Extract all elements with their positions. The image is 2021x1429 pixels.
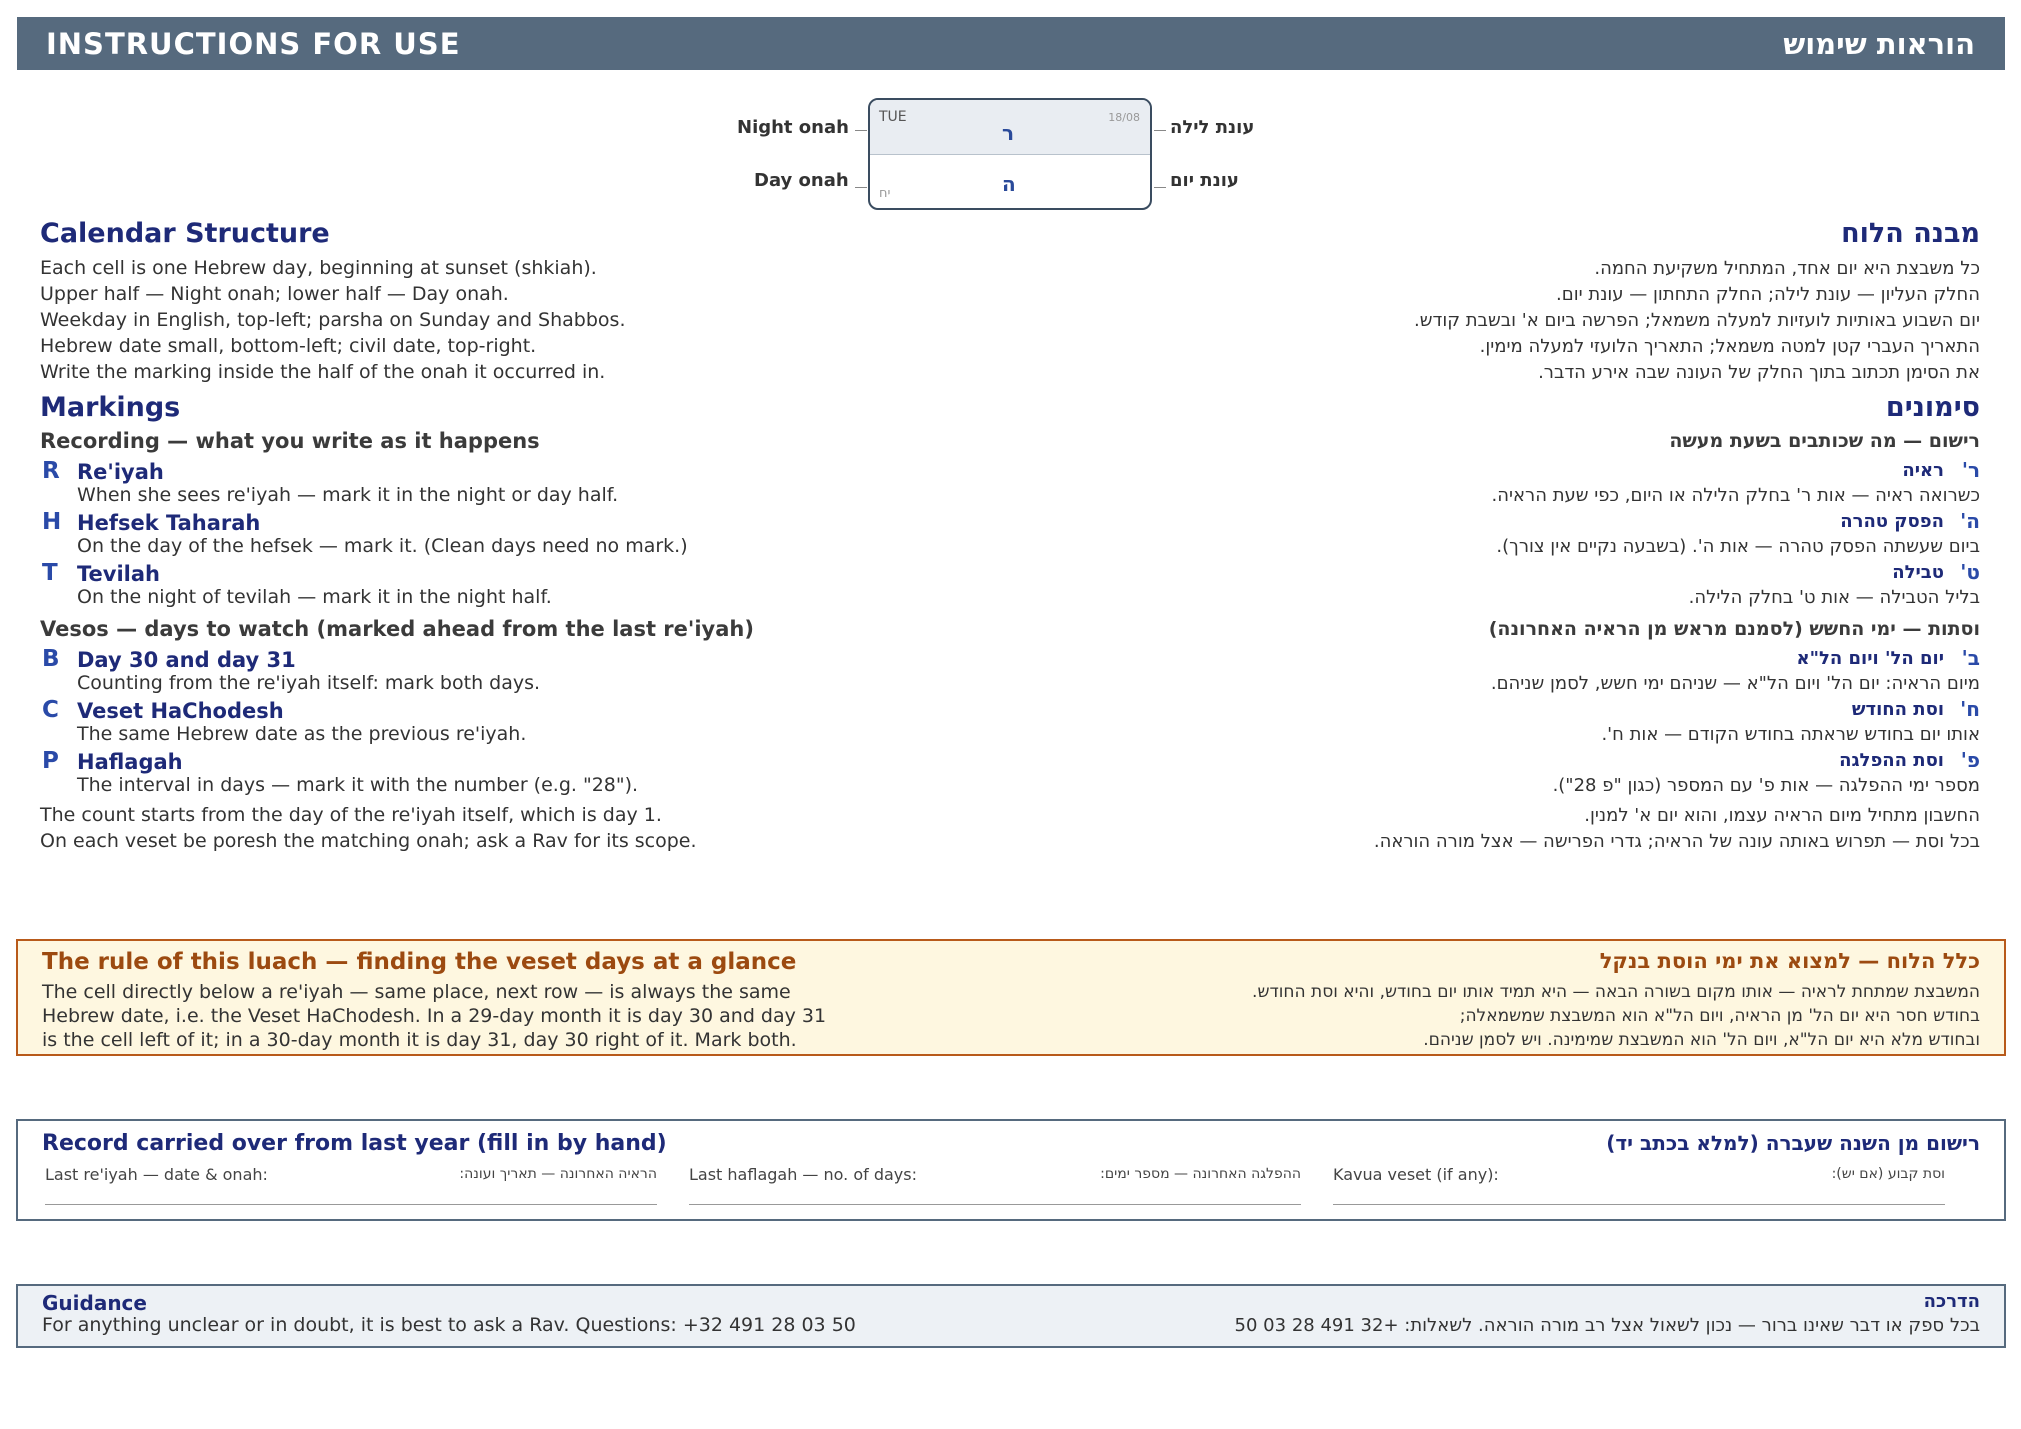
markings-footnote: The count starts from the day of the re'iyah itself, which is day 1. [40, 804, 662, 826]
record-carryover-box [16, 1119, 2006, 1221]
night-mark: ר [1002, 121, 1015, 145]
marking-letter: B [42, 646, 60, 672]
rule-line-hebrew: בחודש חסר היא יום הל' מן הראיה, ויום הל"א הוא המשבצת שמשמאלה; [1459, 1006, 1980, 1026]
rule-line: is the cell left of it; in a 30-day month it is day 31, day 30 right of it. Mark both. [42, 1029, 797, 1051]
marking-description-hebrew: אותו יום בחודש שראתה בחודש הקודם — אות ח'. [1601, 724, 1980, 745]
civil-date: 18/08 [1108, 111, 1140, 124]
marking-letter: T [42, 560, 58, 586]
marking-description: On the night of tevilah — mark it in the night half. [77, 586, 552, 608]
structure-line: Hebrew date small, bottom-left; civil date, top-right. [40, 335, 537, 357]
structure-line: Write the marking inside the half of the onah it occurred in. [40, 361, 606, 383]
luach-rule-box [16, 939, 2006, 1056]
markings-title-hebrew: סימונים [1885, 392, 1980, 423]
vesos-subheading-hebrew: וסתות — ימי החשש (לסמנם מראש מן הראיה האחרונה) [1488, 618, 1980, 640]
marking-term: Tevilah [77, 562, 160, 586]
day-onah-label: Day onah [754, 170, 849, 191]
rule-line-hebrew: ובחודש מלא היא יום הל"א, ויום הל' הוא המשבצת שמימינה. ויש לסמן שניהם. [1423, 1030, 1980, 1050]
page-title-hebrew: הוראות שימוש [1783, 27, 1975, 61]
markings-footnote-hebrew: בכל וסת — תפרוש באותה עונה של הראיה; גדרי הפרישה — אצל מורה הוראה. [1373, 831, 1980, 852]
marking-letter-hebrew: ר' [1961, 458, 1980, 482]
marking-description-hebrew: ביום שעשתה הפסק טהרה — אות ה'. (בשבעה נקיים אין צורך). [1496, 536, 1980, 557]
guidance-box [16, 1284, 2006, 1348]
last-haflagah-field[interactable] [689, 1165, 1301, 1205]
marking-description-hebrew: מיום הראיה: יום הל' ויום הל"א — שניהם ימי חשש, לסמן שניהם. [1490, 673, 1980, 694]
marking-description-hebrew: מספר ימי ההפלגה — אות פ' עם המספר (כגון "פ 28"). [1552, 775, 1980, 796]
structure-line-hebrew: התאריך העברי קטן למטה משמאל; התאריך הלועזי למעלה מימין. [1479, 336, 1980, 357]
header-bar [17, 17, 2005, 70]
structure-line-hebrew: החלק העליון — עונת לילה; החלק התחתון — עונת יום. [1556, 284, 1980, 305]
recording-subheading-hebrew: רישום — מה שכותבים בשעת מעשה [1669, 430, 1980, 452]
calendar-structure-title: Calendar Structure [40, 218, 330, 249]
marking-description: The interval in days — mark it with the number (e.g. "28"). [77, 774, 639, 796]
day-mark: ה [1002, 172, 1016, 196]
marking-letter-hebrew: ה' [1960, 509, 1980, 533]
field-label: Last haflagah — no. of days: [689, 1165, 917, 1184]
field-label: Kavua veset (if any): [1333, 1165, 1499, 1184]
marking-description: When she sees re'iyah — mark it in the night or day half. [77, 484, 619, 506]
vesos-subheading: Vesos — days to watch (marked ahead from the last re'iyah) [40, 617, 754, 641]
marking-letter-hebrew: ט' [1960, 560, 1980, 584]
rule-line: Hebrew date, i.e. the Veset HaChodesh. In a 29-day month it is day 30 and day 31 [42, 1005, 827, 1027]
field-label-hebrew: וסת קבוע (אם יש): [1831, 1166, 1945, 1182]
marking-term-hebrew: וסת החודש [1851, 699, 1944, 720]
last-reiyah-field[interactable] [45, 1165, 657, 1205]
marking-term: Haflagah [77, 750, 183, 774]
sample-day-cell [868, 98, 1152, 210]
marking-term: Day 30 and day 31 [77, 648, 296, 672]
guidance-text-hebrew: בכל ספק או דבר שאינו ברור — נכון לשאול אצל רב מורה הוראה. לשאלות: +32 491 28 03 50 [1234, 1315, 1980, 1336]
guidance-title: Guidance [42, 1291, 147, 1315]
structure-line-hebrew: יום השבוע באותיות לועזיות למעלה משמאל; הפרשה ביום א' ובשבת קודש. [1414, 310, 1980, 331]
marking-letter: P [42, 748, 59, 774]
marking-term-hebrew: וסת ההפלגה [1839, 750, 1944, 771]
structure-line-hebrew: את הסימן תכתוב בתוך החלק של העונה שבה אירע הדבר. [1538, 362, 1980, 383]
night-onah-label-hebrew: עונת לילה [1170, 117, 1255, 138]
guidance-text: For anything unclear or in doubt, it is best to ask a Rav. Questions: +32 491 28 03 50 [42, 1314, 856, 1336]
rule-line: The cell directly below a re'iyah — same place, next row — is always the same [42, 981, 791, 1003]
marking-letter-hebrew: פ' [1960, 748, 1980, 772]
rule-line-hebrew: המשבצת שמתחת לראיה — אותו מקום בשורה הבאה — היא תמיד אותו יום בחודש, והיא וסת החודש. [1252, 982, 1980, 1002]
marking-letter: R [42, 458, 60, 484]
markings-title: Markings [40, 392, 181, 423]
kavua-veset-field[interactable] [1333, 1165, 1945, 1205]
field-label: Last re'iyah — date & onah: [45, 1165, 268, 1184]
day-onah-leader [855, 187, 867, 188]
guidance-title-hebrew: הדרכה [1923, 1291, 1980, 1312]
structure-line: Each cell is one Hebrew day, beginning at sunset (shkiah). [40, 257, 597, 279]
recording-subheading: Recording — what you write as it happens [40, 429, 540, 453]
field-label-hebrew: ההפלגה האחרונה — מספר ימים: [1100, 1166, 1301, 1182]
marking-description-hebrew: כשרואה ראיה — אות ר' בחלק הלילה או היום, כפי שעת הראיה. [1491, 485, 1980, 506]
night-onah-label: Night onah [737, 117, 849, 138]
rule-title-hebrew: כלל הלוח — למצוא את ימי הוסת בנקל [1599, 949, 1980, 973]
marking-letter-hebrew: ב' [1961, 646, 1980, 670]
marking-term: Hefsek Taharah [77, 511, 261, 535]
calendar-structure-title-hebrew: מבנה הלוח [1841, 218, 1980, 249]
markings-footnote-hebrew: החשבון מתחיל מיום הראיה עצמו, והוא יום א' למנין. [1584, 805, 1980, 826]
marking-letter: C [42, 697, 59, 723]
record-title: Record carried over from last year (fill in by hand) [42, 1131, 667, 1156]
structure-line: Weekday in English, top-left; parsha on Sunday and Shabbos. [40, 309, 626, 331]
marking-description: On the day of the hefsek — mark it. (Clean days need no mark.) [77, 535, 688, 557]
marking-term-hebrew: הפסק טהרה [1840, 511, 1944, 532]
marking-term-hebrew: יום הל' ויום הל"א [1796, 648, 1944, 669]
structure-line-hebrew: כל משבצת היא יום אחד, המתחיל משקיעת החמה. [1594, 258, 1980, 279]
day-onah-leader-he [1154, 187, 1166, 188]
field-label-hebrew: הראיה האחרונה — תאריך ועונה: [459, 1166, 657, 1182]
marking-term-hebrew: טבילה [1892, 562, 1944, 583]
marking-term: Veset HaChodesh [77, 699, 284, 723]
marking-description: Counting from the re'iyah itself: mark both days. [77, 672, 541, 694]
markings-footnote: On each veset be poresh the matching onah; ask a Rav for its scope. [40, 830, 697, 852]
weekday-label: TUE [879, 109, 907, 125]
page-title: INSTRUCTIONS FOR USE [46, 27, 461, 61]
marking-letter-hebrew: ח' [1960, 697, 1980, 721]
marking-description: The same Hebrew date as the previous re'iyah. [77, 723, 527, 745]
marking-term: Re'iyah [77, 460, 164, 484]
rule-title: The rule of this luach — finding the veset days at a glance [42, 949, 797, 975]
hebrew-date: יח [879, 186, 891, 201]
marking-description-hebrew: בליל הטבילה — אות ט' בחלק הלילה. [1688, 587, 1980, 608]
day-onah-label-hebrew: עונת יום [1170, 170, 1239, 191]
night-onah-leader-he [1154, 130, 1166, 131]
structure-line: Upper half — Night onah; lower half — Day onah. [40, 283, 509, 305]
marking-term-hebrew: ראיה [1902, 460, 1944, 481]
marking-letter: H [42, 509, 62, 535]
night-onah-leader [855, 130, 867, 131]
record-title-hebrew: רישום מן השנה שעברה (למלא בכתב יד) [1606, 1131, 1980, 1155]
